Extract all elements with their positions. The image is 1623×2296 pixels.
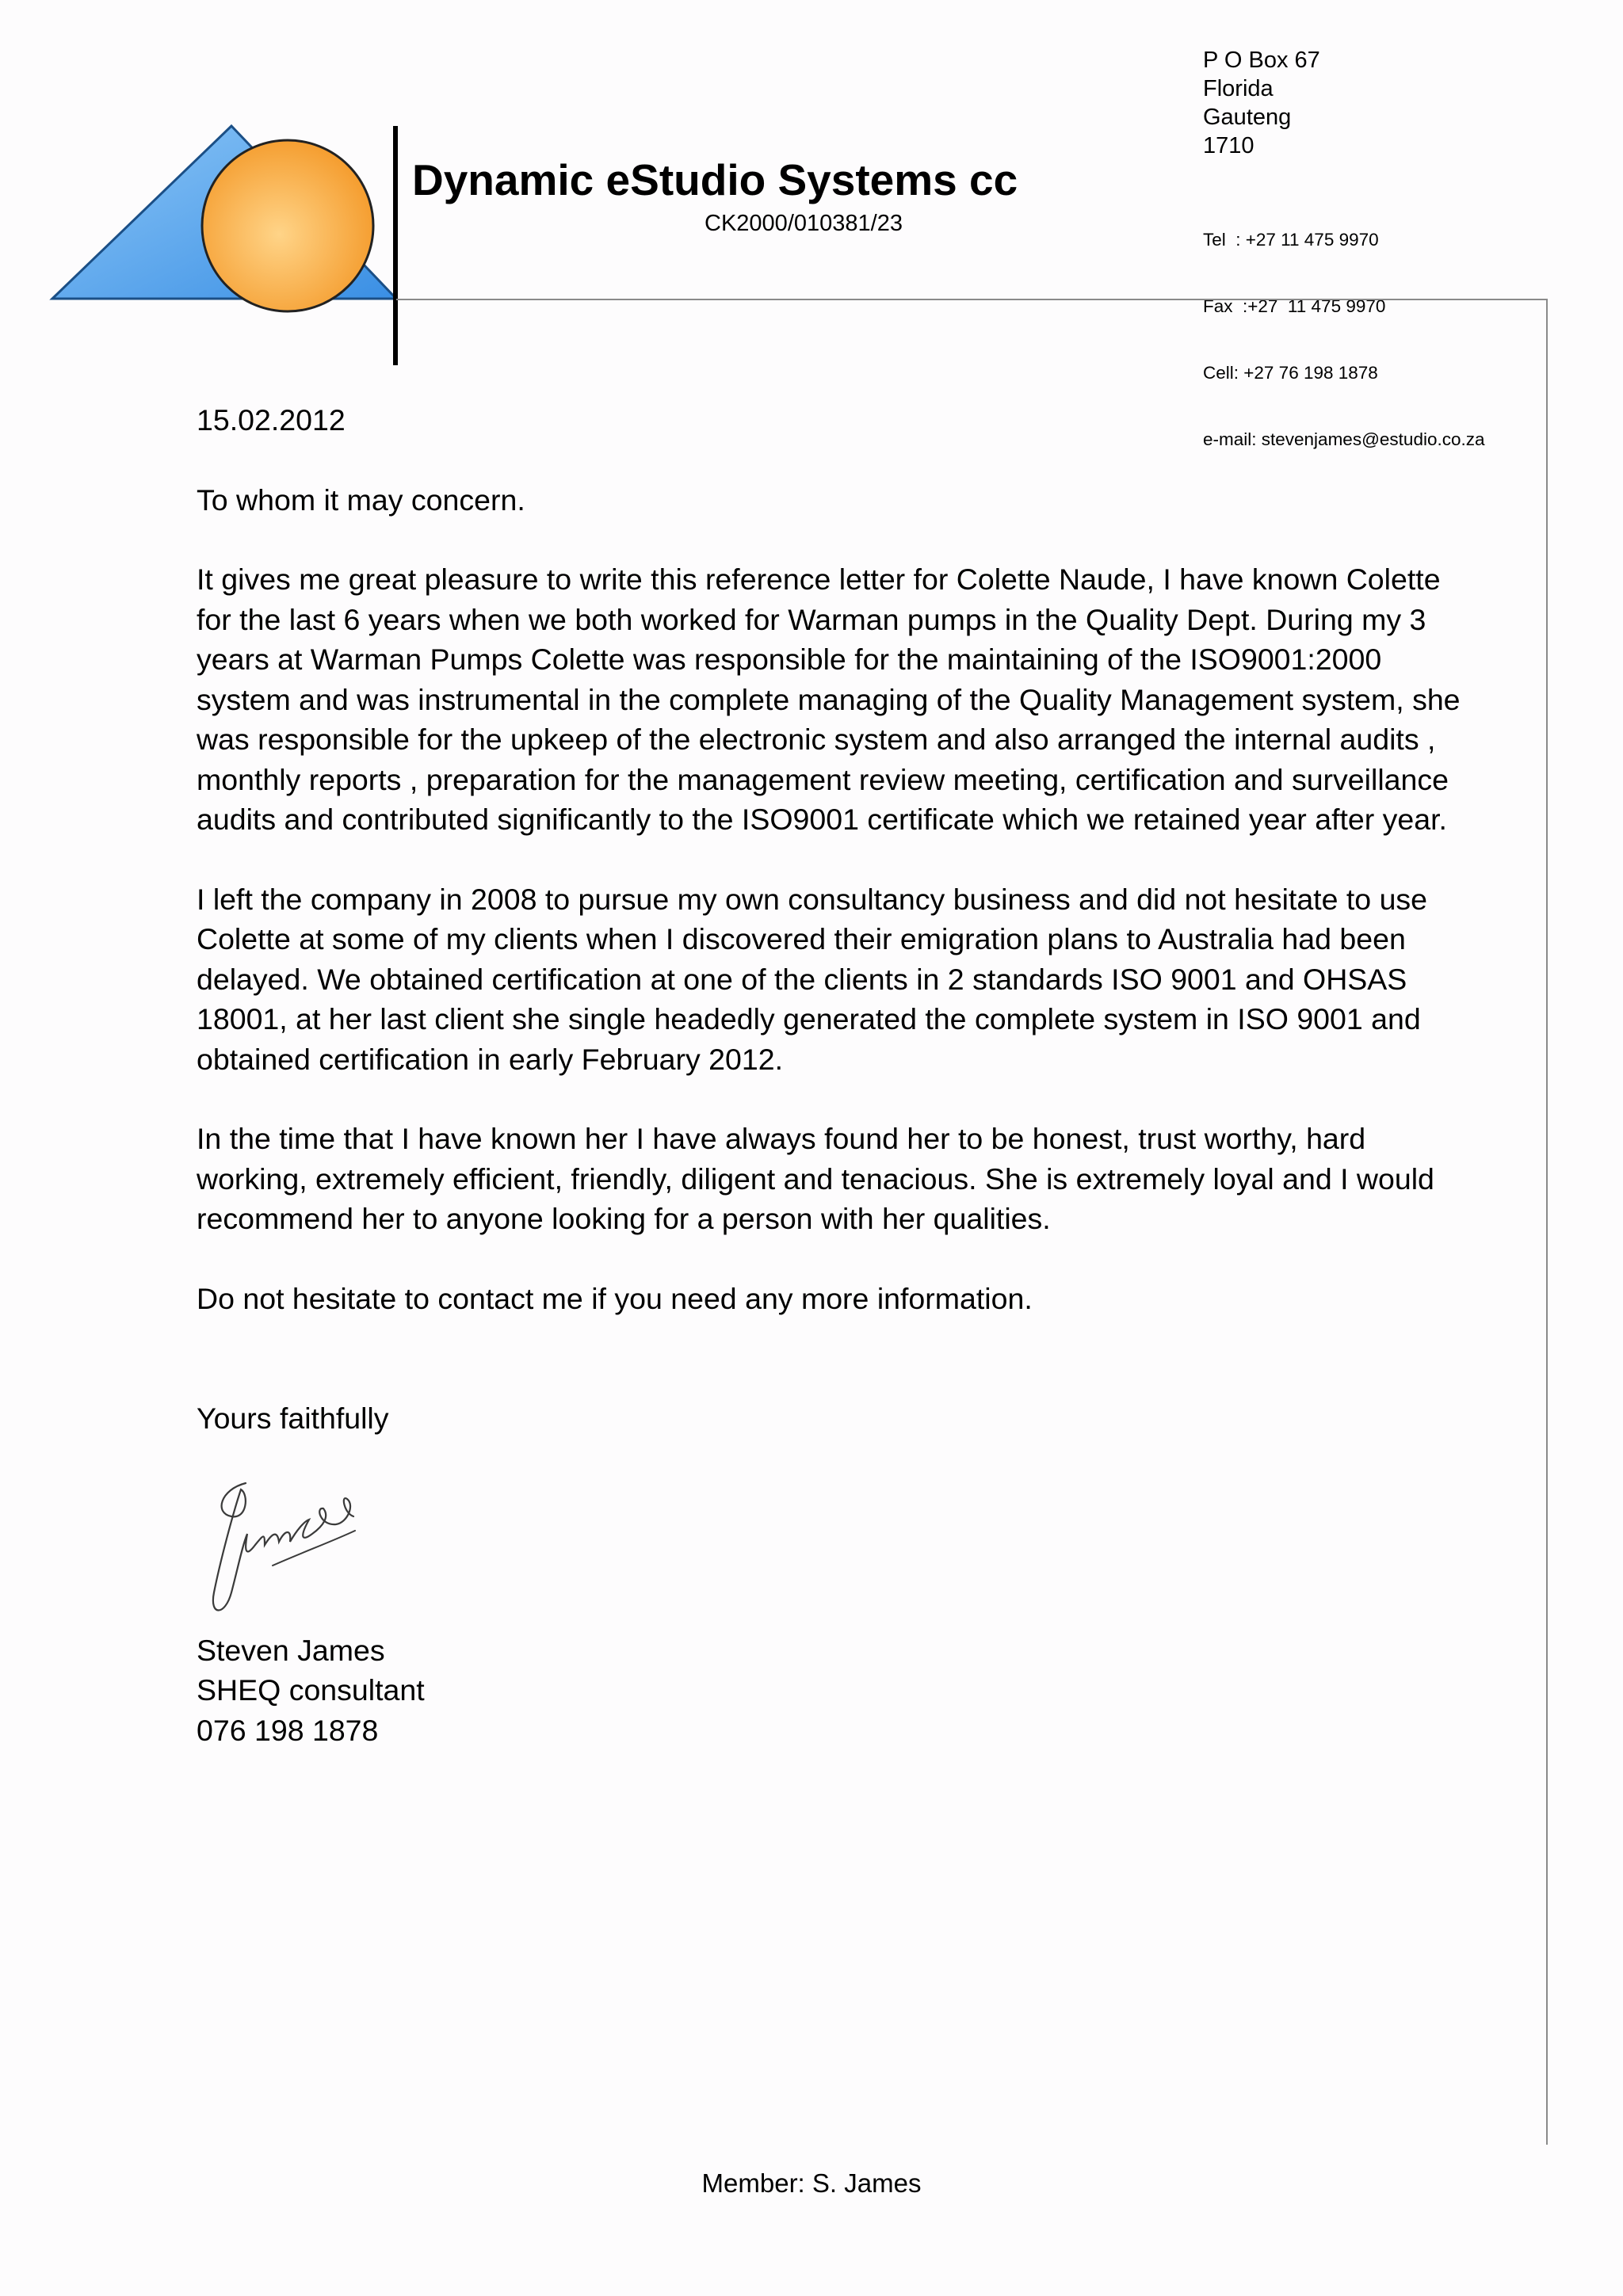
paragraph: I left the company in 2008 to pursue my own consultancy business and did not hesitate to use Colette at some of my clients when I discovered their emigration plans to Australia had been delayed. We obtained certification at one of the clients in 2 standards ISO 9001 and OHSAS 18001, at her last client she single headedly generated the complete system in ISO 9001 and obtained certification in early February 2012. bbox=[197, 882, 1428, 1076]
cellphone: Cell: +27 76 198 1878 bbox=[1203, 363, 1378, 383]
closing: Yours faithfully bbox=[197, 1402, 389, 1435]
company-logo bbox=[49, 123, 406, 368]
signatory-name: Steven James bbox=[197, 1633, 385, 1667]
margin-rule bbox=[1546, 299, 1548, 2145]
header-rule bbox=[396, 299, 1548, 300]
company-address bbox=[1203, 46, 1320, 160]
address-line: Gauteng bbox=[1203, 105, 1292, 130]
email: e-mail: stevenjames@estudio.co.za bbox=[1203, 429, 1485, 449]
address-line: Florida bbox=[1203, 76, 1274, 101]
paragraph: In the time that I have known her I have always found her to be honest, trust worthy, hard working, extremely efficient, friendly, diligent and tenacious. She is extremely loyal and I would recommend her to anyone looking for a person with her qualities. bbox=[197, 1122, 1434, 1235]
telephone: Tel : +27 11 475 9970 bbox=[1203, 230, 1379, 250]
fax: Fax :+27 11 475 9970 bbox=[1203, 296, 1386, 316]
letter-body bbox=[197, 400, 1465, 1750]
address-line: P O Box 67 bbox=[1203, 48, 1320, 73]
paragraph: Do not hesitate to contact me if you need any more information. bbox=[197, 1281, 1033, 1315]
salutation: To whom it may concern. bbox=[197, 482, 525, 517]
address-line: 1710 bbox=[1203, 133, 1254, 158]
logo-sun bbox=[202, 140, 373, 311]
company-name: Dynamic eStudio Systems cc bbox=[412, 155, 1018, 204]
signatory-title: SHEQ consultant bbox=[197, 1673, 425, 1707]
handwritten-signature bbox=[197, 1458, 390, 1630]
letter-date: 15.02.2012 bbox=[197, 403, 346, 437]
footer-member: Member: S. James bbox=[701, 2168, 922, 2198]
logo-bar bbox=[393, 126, 398, 365]
registration-number: CK2000/010381/23 bbox=[705, 211, 903, 236]
paragraph: It gives me great pleasure to write this reference letter for Colette Naude, I have known Colette for the last 6 years when we both worked for Warman pumps in the Quality Dept. During my 3 years at Warman Pumps Colette was responsible for the maintaining of the ISO9001:2000 system and was instrumental in the complete managing of the Quality Management system, she was responsible for the upkeep of the electronic system and also arranged the internal audits , monthly reports , preparation for the management review meeting, certification and surveillance audits and contributed significantly to the ISO9001 certificate which we retained year after year. bbox=[197, 563, 1461, 836]
signatory-phone: 076 198 1878 bbox=[197, 1713, 379, 1747]
